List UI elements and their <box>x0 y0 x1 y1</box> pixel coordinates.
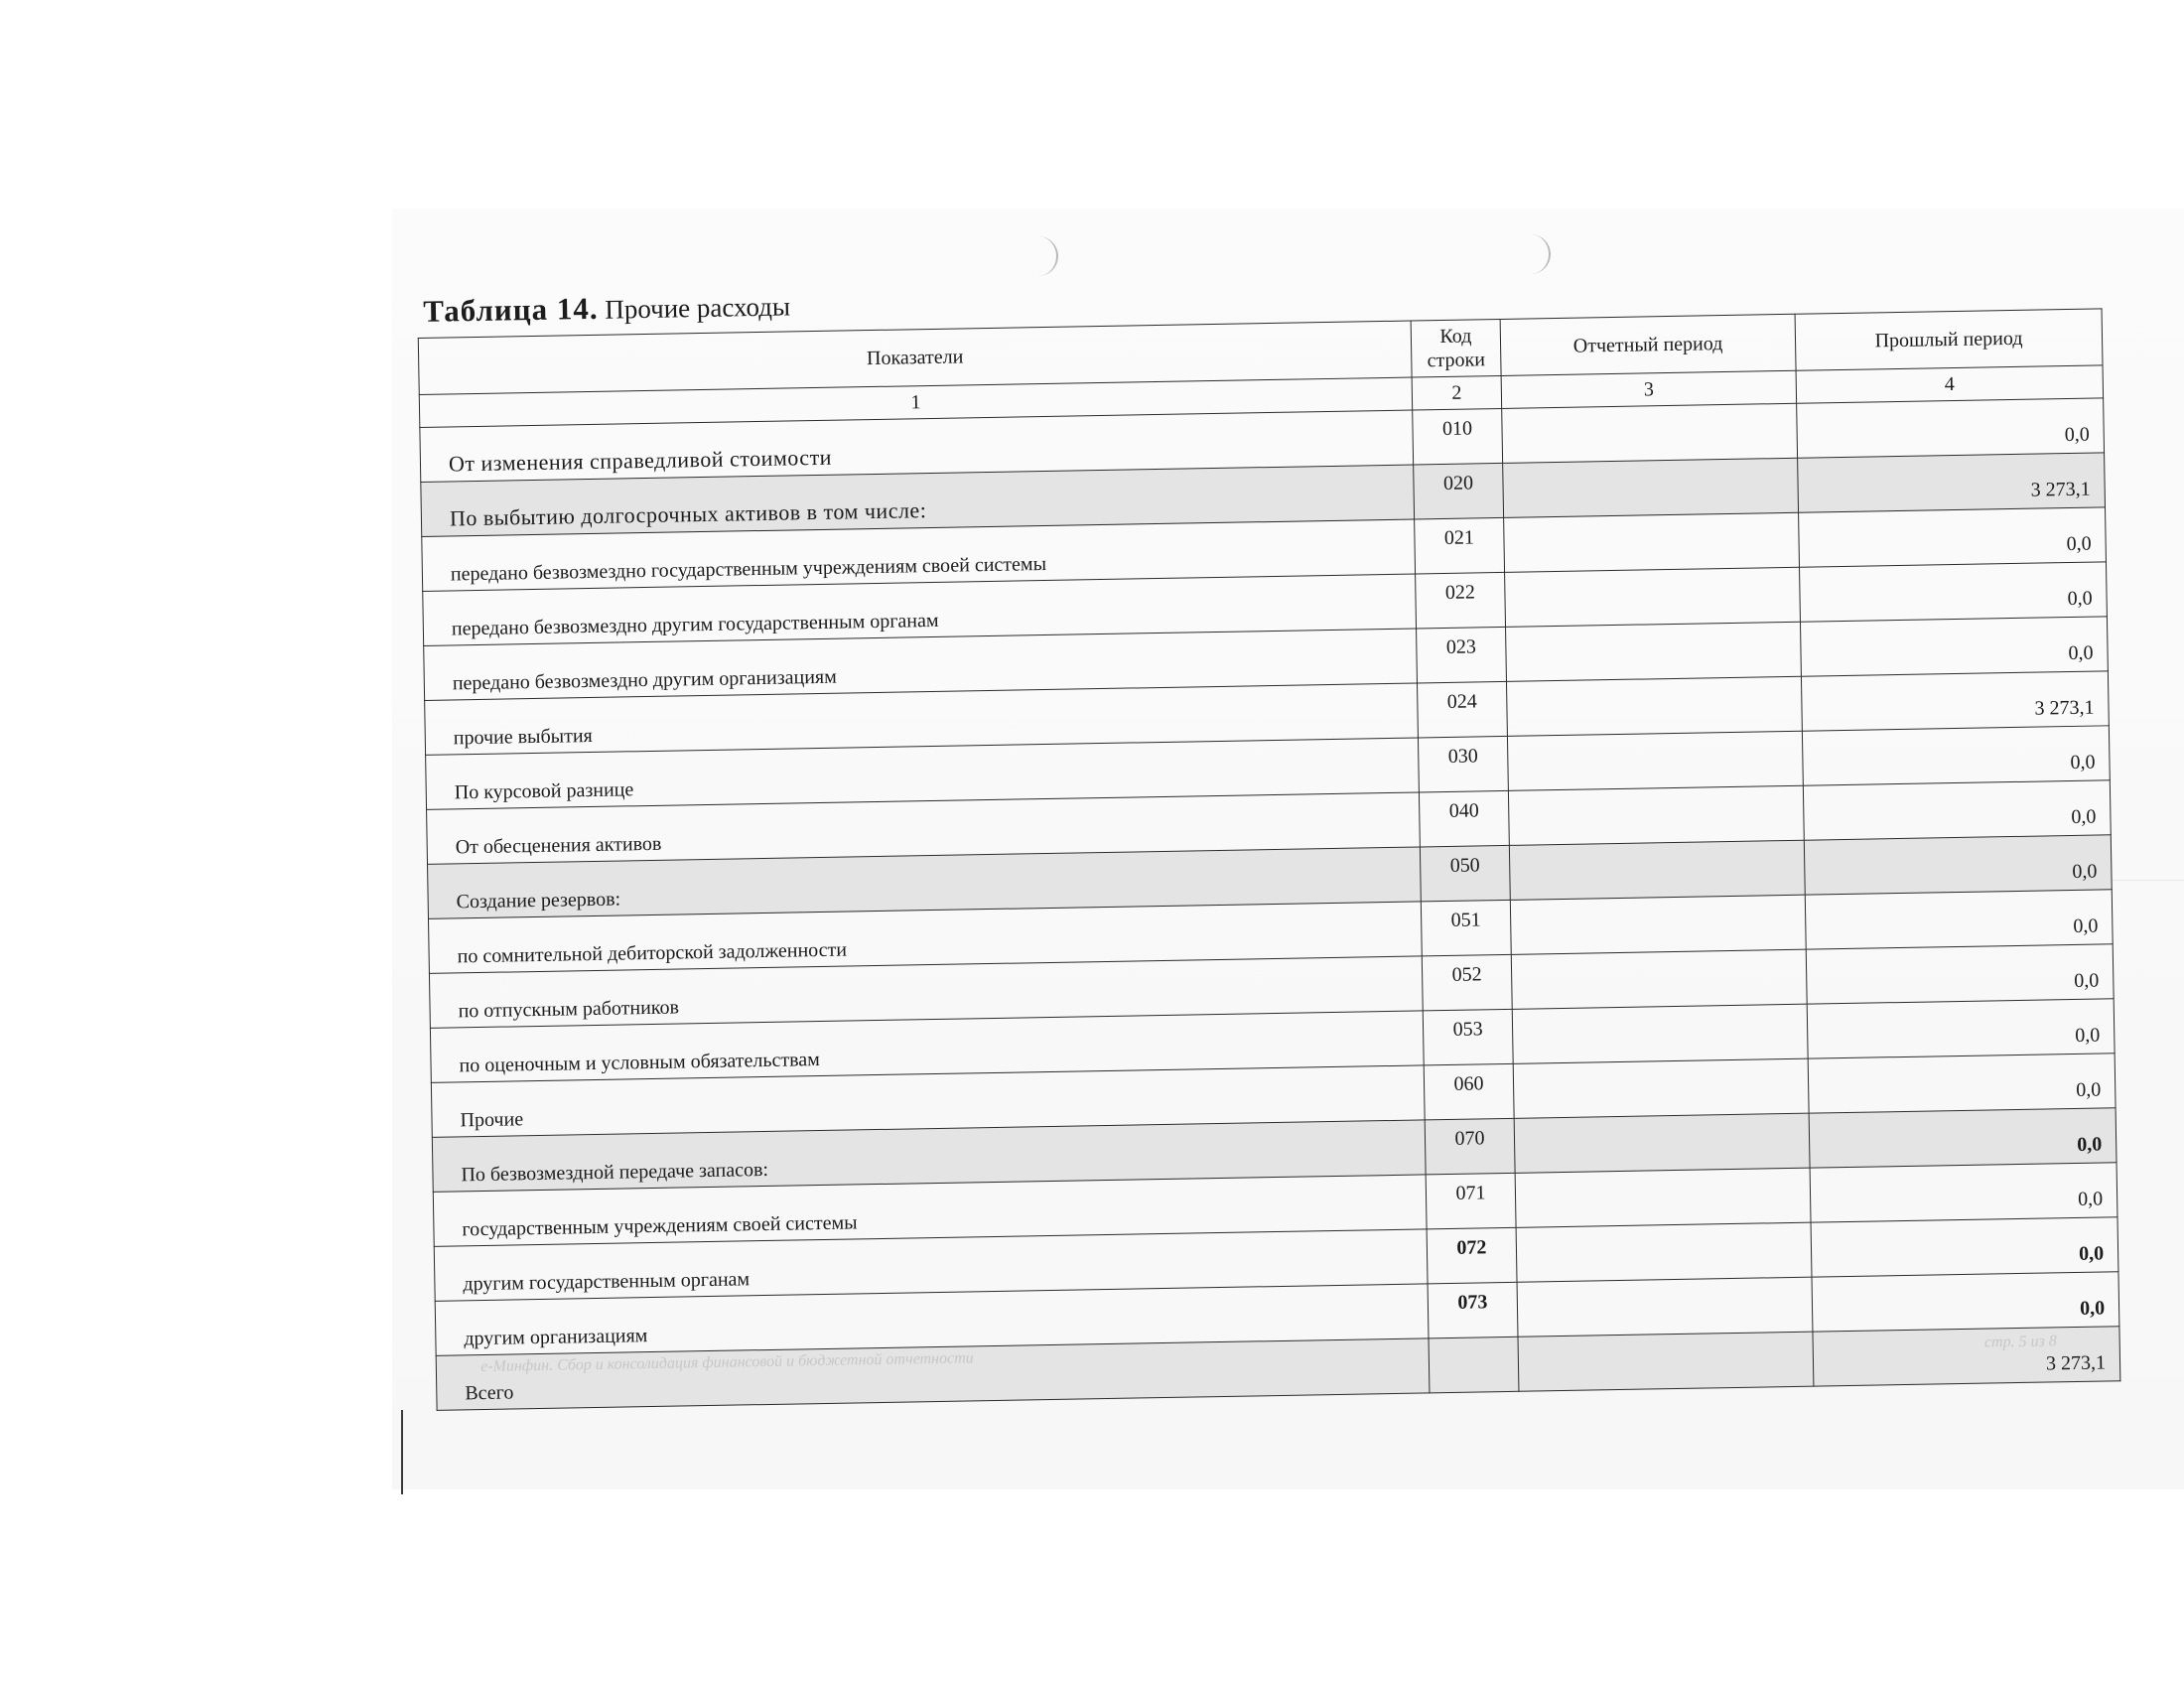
row-code: 070 <box>1425 1118 1515 1175</box>
row-label: по отпускным работников <box>429 956 1423 1028</box>
row-code: 050 <box>1420 845 1510 902</box>
column-number: 3 <box>1501 370 1797 408</box>
row-reporting-value <box>1506 676 1802 736</box>
row-label: по оценочным и условным обязательствам <box>430 1011 1424 1082</box>
column-number: 1 <box>419 377 1412 427</box>
row-code: 072 <box>1427 1227 1517 1284</box>
row-previous-value: 0,0 <box>1810 1163 2117 1222</box>
row-previous-value: 0,0 <box>1802 726 2110 785</box>
row-previous-value: 0,0 <box>1808 1054 2116 1113</box>
row-previous-value: 0,0 <box>1800 562 2108 622</box>
row-previous-value: 0,0 <box>1799 507 2107 567</box>
row-reporting-value <box>1506 622 1802 681</box>
row-code: 024 <box>1417 681 1507 738</box>
row-reporting-value <box>1513 1058 1809 1118</box>
row-previous-value: 3 273,1 <box>1801 671 2109 731</box>
row-code: 022 <box>1416 572 1506 629</box>
row-code: 051 <box>1421 900 1511 956</box>
row-previous-value: 0,0 <box>1811 1217 2118 1277</box>
row-reporting-value <box>1502 403 1798 463</box>
column-number: 2 <box>1412 375 1502 410</box>
row-previous-value: 3 273,1 <box>1798 453 2106 512</box>
row-reporting-value <box>1503 458 1799 517</box>
row-reporting-value <box>1512 1004 1808 1063</box>
row-previous-value: 0,0 <box>1800 617 2108 676</box>
table-body <box>420 398 2120 1410</box>
row-reporting-value <box>1515 1168 1811 1227</box>
row-reporting-value <box>1507 731 1803 790</box>
row-label: по сомнительной дебиторской задолженности <box>428 902 1422 973</box>
table-title-number: Таблица 14. <box>422 290 599 329</box>
row-label: От обесценения активов <box>427 792 1421 864</box>
other-expenses-table <box>418 308 2121 1410</box>
row-code: 071 <box>1426 1173 1516 1229</box>
page-number: стр. 5 из 8 <box>1983 1333 2057 1351</box>
header-line-code: Код строки <box>1411 319 1501 377</box>
row-code: 021 <box>1415 517 1505 574</box>
row-reporting-value <box>1514 1113 1810 1173</box>
row-code: 023 <box>1417 627 1507 683</box>
row-reporting-value <box>1505 567 1801 627</box>
row-code: 053 <box>1423 1009 1513 1065</box>
row-code: 040 <box>1419 790 1509 847</box>
row-label: Прочие <box>431 1065 1425 1137</box>
row-label: другим организациям <box>435 1284 1429 1355</box>
row-code: 020 <box>1414 463 1504 519</box>
header-indicators: Показатели <box>418 321 1412 394</box>
row-reporting-value <box>1509 840 1805 900</box>
row-previous-value: 0,0 <box>1797 398 2105 458</box>
row-previous-value: 0,0 <box>1804 835 2112 895</box>
row-reporting-value <box>1511 949 1807 1009</box>
row-reporting-value <box>1508 785 1804 845</box>
row-label: По безвозмездной передаче запасов: <box>432 1120 1426 1192</box>
row-reporting-value <box>1517 1277 1813 1336</box>
column-number: 4 <box>1796 365 2104 403</box>
row-previous-value: 0,0 <box>1806 944 2114 1004</box>
header-reporting-period: Отчетный период <box>1500 314 1796 375</box>
row-label: государственным учреждениям своей системы <box>433 1175 1427 1246</box>
row-label: Всего <box>436 1338 1430 1410</box>
row-reporting-value <box>1510 895 1806 954</box>
row-previous-value: 3 273,1 <box>1813 1327 2120 1386</box>
row-label: По выбытию долгосрочных активов в том числе: <box>421 465 1415 536</box>
report-sheet <box>417 264 2123 1410</box>
row-label: передано безвозмездно другим государственным органам <box>423 574 1417 645</box>
row-code: 060 <box>1424 1063 1514 1120</box>
row-label: От изменения справедливой стоимости <box>420 410 1414 482</box>
row-code: 073 <box>1428 1282 1518 1338</box>
row-label: передано безвозмездно государственным учреждениям своей системы <box>422 519 1416 591</box>
scan-edge-mark <box>401 1410 403 1494</box>
row-code: 010 <box>1413 408 1503 465</box>
row-previous-value: 0,0 <box>1807 999 2115 1058</box>
row-code: 030 <box>1418 736 1508 792</box>
table-title-text: Прочие расходы <box>605 291 791 325</box>
row-previous-value: 0,0 <box>1803 780 2111 840</box>
row-label: По курсовой разнице <box>426 738 1420 809</box>
row-label: прочие выбытия <box>425 683 1419 755</box>
row-reporting-value <box>1504 512 1800 572</box>
row-previous-value: 0,0 <box>1805 890 2113 949</box>
row-reporting-value <box>1516 1222 1812 1282</box>
header-previous-period: Прошлый период <box>1795 309 2103 370</box>
row-previous-value: 0,0 <box>1812 1272 2119 1332</box>
row-label: передано безвозмездно другим организациям <box>424 629 1418 700</box>
row-label: Создание резервов: <box>428 847 1422 918</box>
row-previous-value: 0,0 <box>1809 1108 2116 1168</box>
footer-source: e-Минфин. Сбор и консолидация финансовой и бюджетной отчетности <box>480 1349 974 1375</box>
row-code: 052 <box>1422 954 1512 1011</box>
row-label: другим государственным органам <box>434 1229 1428 1301</box>
